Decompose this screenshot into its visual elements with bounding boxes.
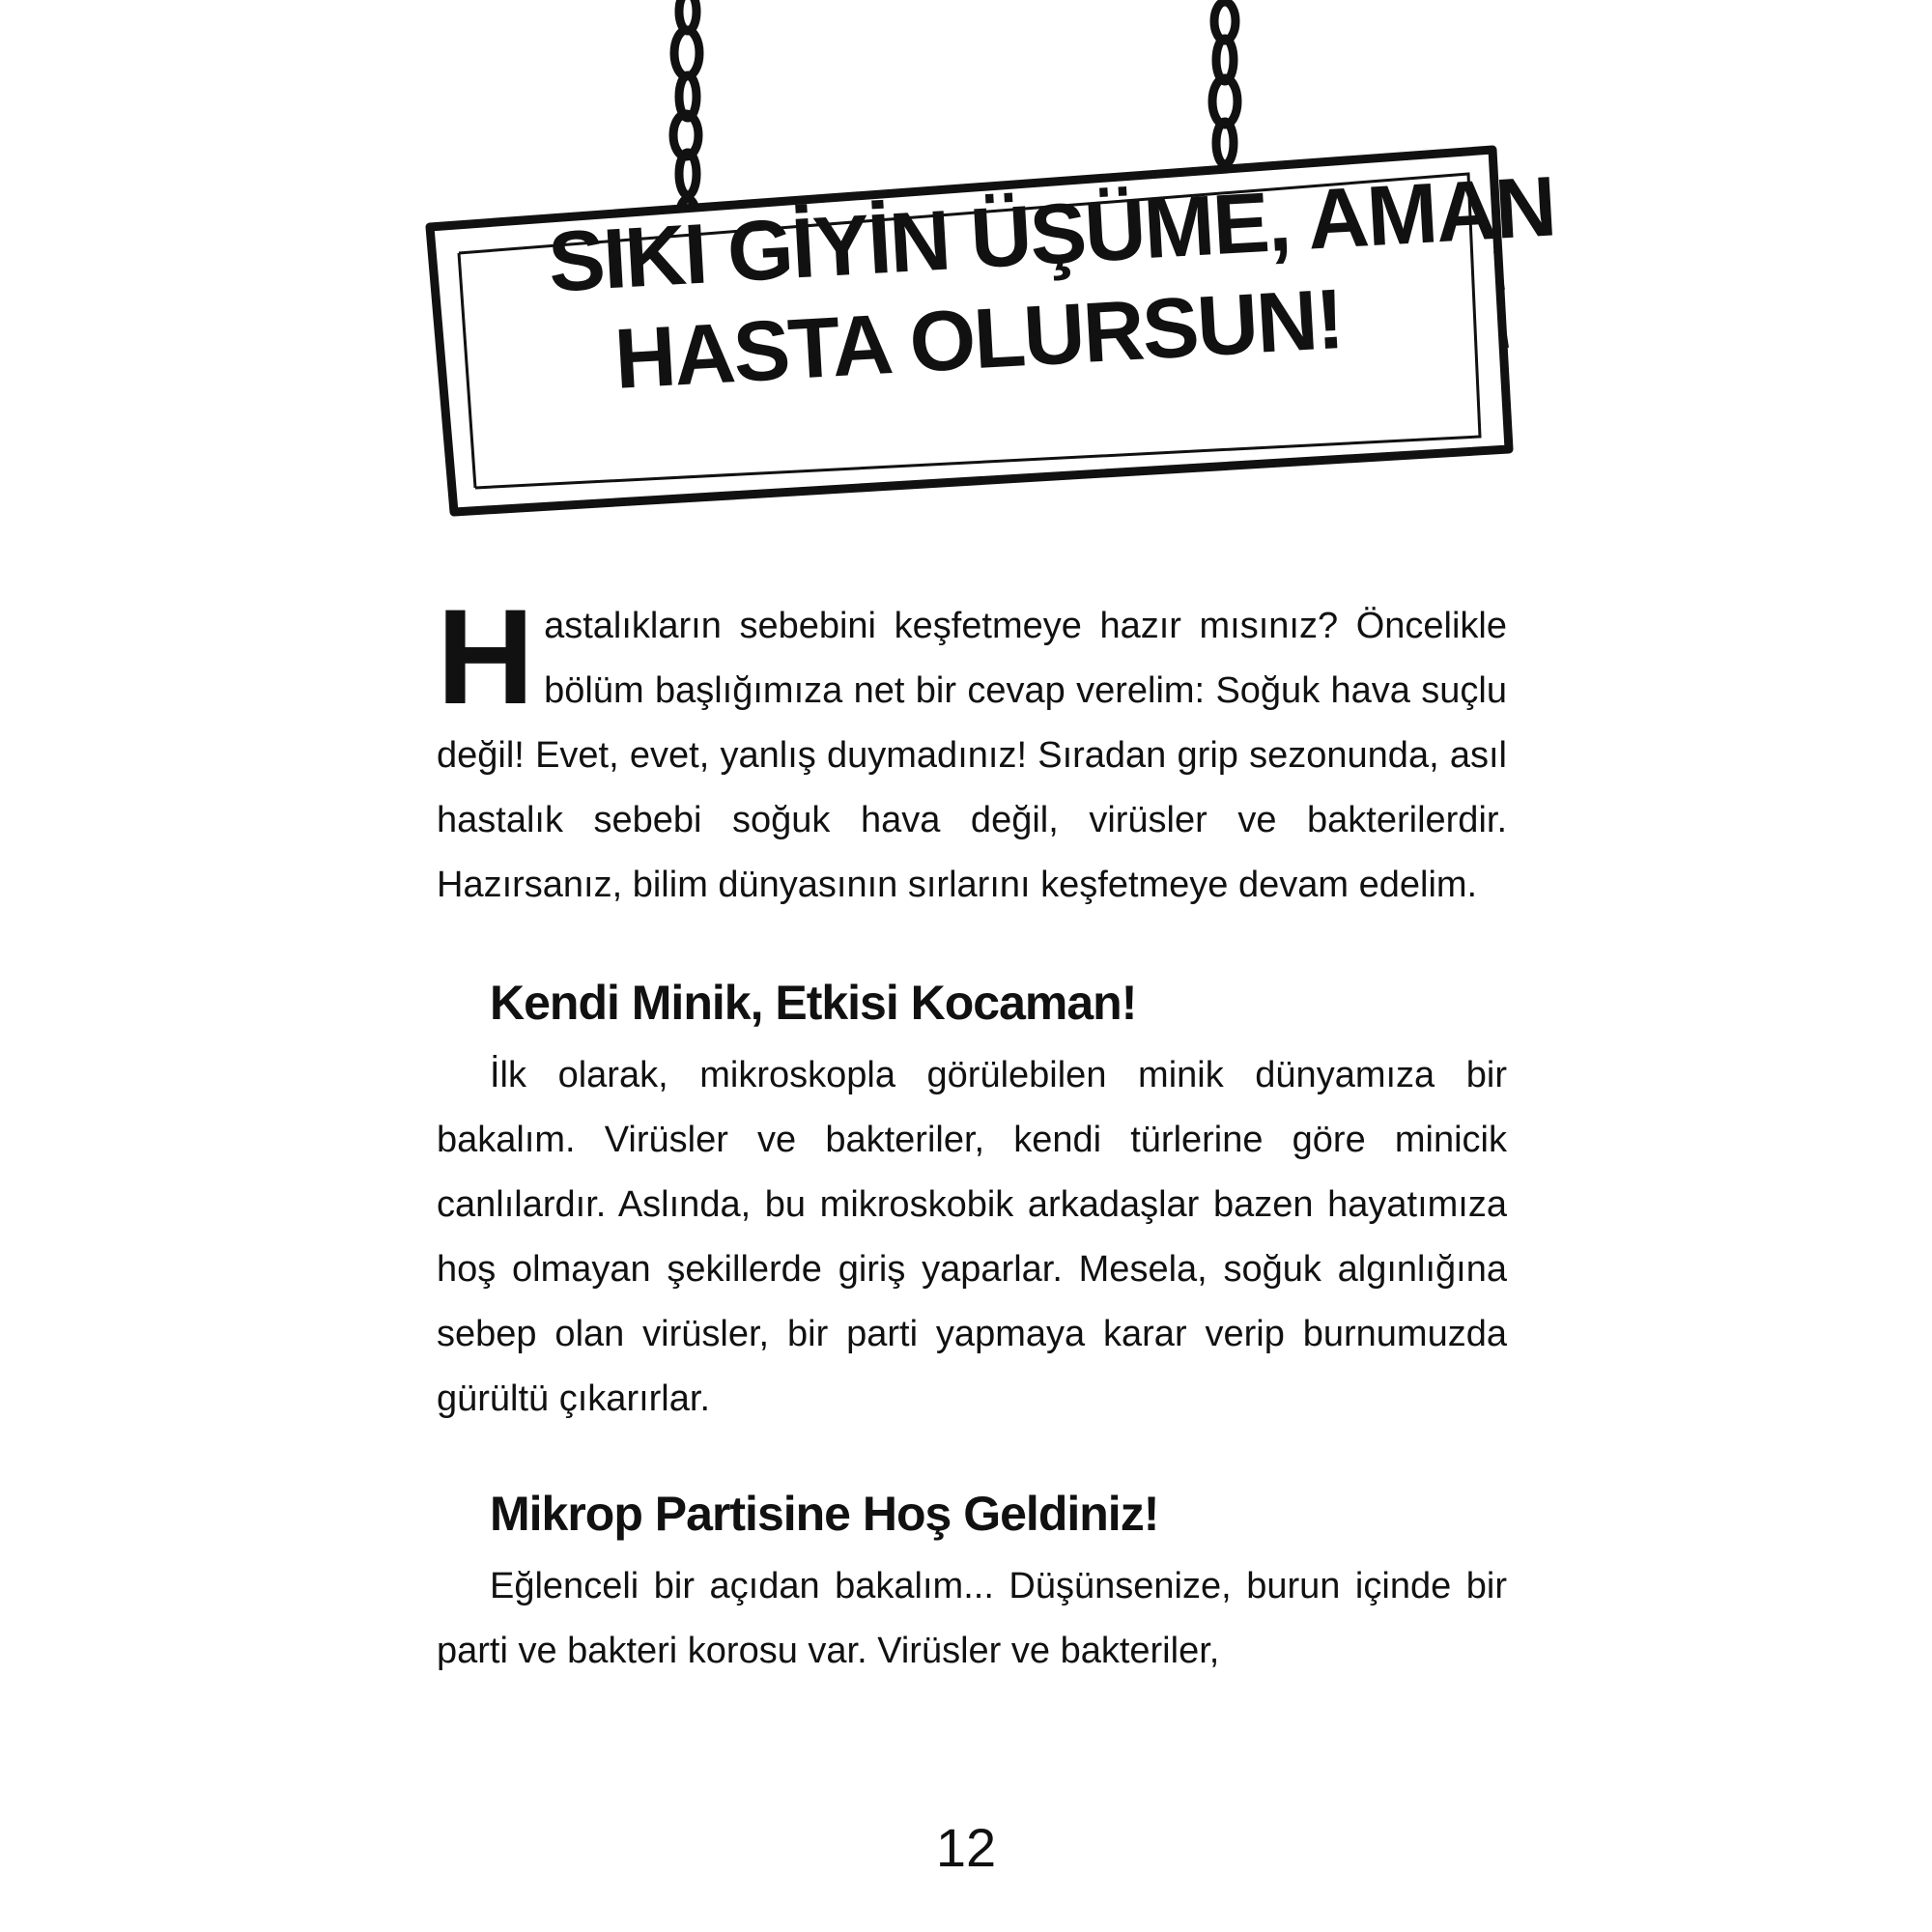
- intro-text: astalıkların sebebini keşfetmeye hazır mısınız? Öncelikle bölüm başlığımıza net bir cevap verelim: Soğuk hava suçlu değil! Evet, evet, yanlış duymadınız! Sıradan grip sezonunda, asıl hastalık sebebi soğuk hava değil, virüsler ve bakterilerdir. Hazırsanız, bilim dünyasının sırlarını keşfetmeye devam edelim.: [437, 606, 1507, 905]
- drop-cap: H: [437, 581, 535, 732]
- chapter-title-line-1: SIKI GİYİN ÜŞÜME, AMAN: [545, 157, 1557, 310]
- intro-paragraph: [437, 581, 1507, 918]
- section-heading-2: Mikrop Partisine Hoş Geldiniz!: [490, 1487, 1159, 1541]
- section-2-paragraph: Eğlenceli bir açıdan bakalım... Düşünsenize, burun içinde bir parti ve bakteri korosu var. Virüsler ve bakteriler,: [437, 1566, 1507, 1671]
- section-heading-1: Kendi Minik, Etkisi Kocaman!: [490, 976, 1137, 1030]
- section-1-paragraph: İlk olarak, mikroskopla görülebilen minik dünyamıza bir bakalım. Virüsler ve bakteriler, kendi türlerine göre minicik canlılardır. Aslında, bu mikroskobik arkadaşlar bazen hayatımıza hoş olmayan şekillerde giriş yaparlar. Mesela, soğuk algınlığına sebep olan virüsler, bir parti yapmaya karar verip burnumuzda gürültü çıkarırlar.: [437, 1055, 1507, 1419]
- chapter-title-line-2: HASTA OLURSUN!: [611, 270, 1346, 407]
- page-body: [437, 581, 1507, 1684]
- page-number: 12: [935, 1817, 997, 1878]
- hanging-sign: [406, 0, 1557, 541]
- left-chain-icon: [673, 0, 699, 226]
